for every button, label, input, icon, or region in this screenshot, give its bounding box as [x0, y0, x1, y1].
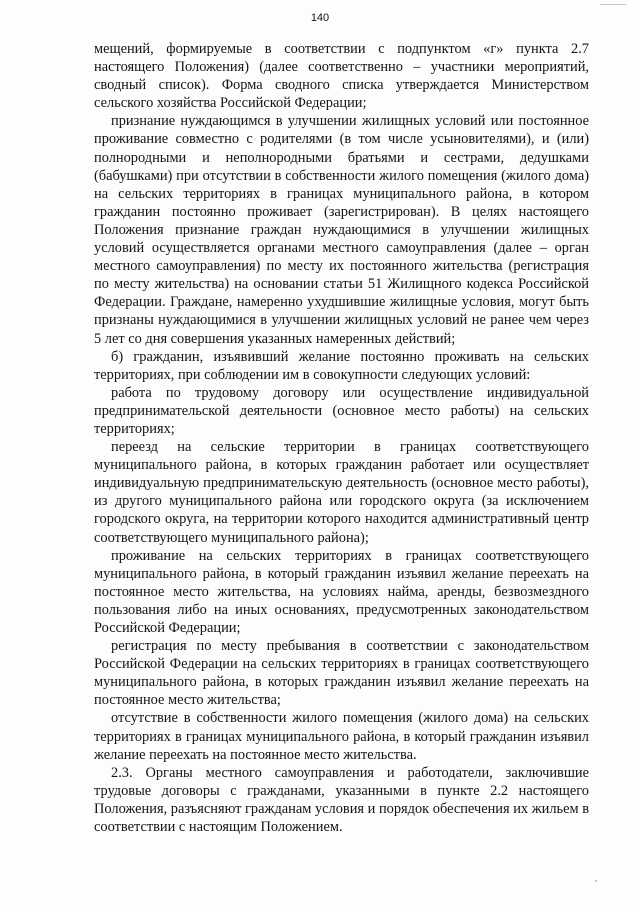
paragraph-4: работа по трудовому договору или осуществление индивидуальной предпринимательской деятельности (основное место работы) на сельских территориях;	[94, 384, 589, 437]
paragraph-9: 2.3. Органы местного самоуправления и работодатели, заключившие трудовые договоры с гражданами, указанными в пункте 2.2 настоящего Положения, разъясняют гражданам условия и порядок обеспечения их жильем в соответствии с настоящим Положением.	[94, 764, 589, 836]
paragraph-7: регистрация по месту пребывания в соответствии с законодательством Российской Федерации на сельских территориях в границах соответствующего муниципального района, в которых гражданин изъявил желание переехать на постоянное место жительства;	[94, 638, 589, 709]
paragraph-1: мещений, формируемые в соответствии с подпунктом «г» пункта 2.7 настоящего Положения) (далее соответственно – участники мероприятий, сводный список). Форма сводного списка утверждается Министерством сельского хозяйства Российской Федерации;	[94, 41, 589, 112]
scan-corner-mark	[600, 0, 626, 5]
paragraph-2: признание нуждающимся в улучшении жилищных условий или постоянное проживание совместно с родителями (в том числе усыновителями), и (или) полнородными и неполнородными братьями и сестрами, дедушками (бабушками) при отсутствии в собственности жилого помещения (жилого дома) на сельских территориях в границах муниципального района, в котором гражданин постоянно проживает (зарегистрирован). В целях настоящего Положения признание граждан нуждающимися в улучшении жилищных условий осуществляется органами местного самоуправления (далее – орган местного самоуправления) по месту их постоянного жительства (регистрация по месту жительства) на основании статьи 51 Жилищного кодекса Российской Федерации. Граждане, намеренно ухудшившие жилищные условия, могут быть признаны нуждающимися в улучшении жилищных условий не ранее чем через 5 лет со дня совершения указанных намеренных действий;	[94, 113, 589, 347]
paragraph-8: отсутствие в собственности жилого помещения (жилого дома) на сельских территориях в границах муниципального района, в который гражданин изъявил желание переехать на постоянное место жительства.	[94, 710, 589, 763]
paragraph-3: б) гражданин, изъявивший желание постоянно проживать на сельских территориях, при соблюдении им в совокупности следующих условий:	[94, 348, 589, 383]
document-body	[94, 40, 589, 836]
paragraph-6: проживание на сельских территориях в границах соответствующего муниципального района, в который гражданин изъявил желание переехать на постоянное место жительства, на условиях найма, аренды, безвозмездного пользования либо на иных основаниях, предусмотренных законодательством Российской Федерации;	[94, 547, 589, 636]
page-number: 140	[310, 12, 330, 24]
scan-speck	[595, 880, 597, 882]
paragraph-5: переезд на сельские территории в границах соответствующего муниципального района, в которых гражданин работает или осуществляет индивидуальную предпринимательскую деятельность (основное место работы), из другого муниципального района или городского округа (за исключением городского округа, на территории которого находится административный центр соответствующего муниципального района);	[94, 439, 589, 546]
